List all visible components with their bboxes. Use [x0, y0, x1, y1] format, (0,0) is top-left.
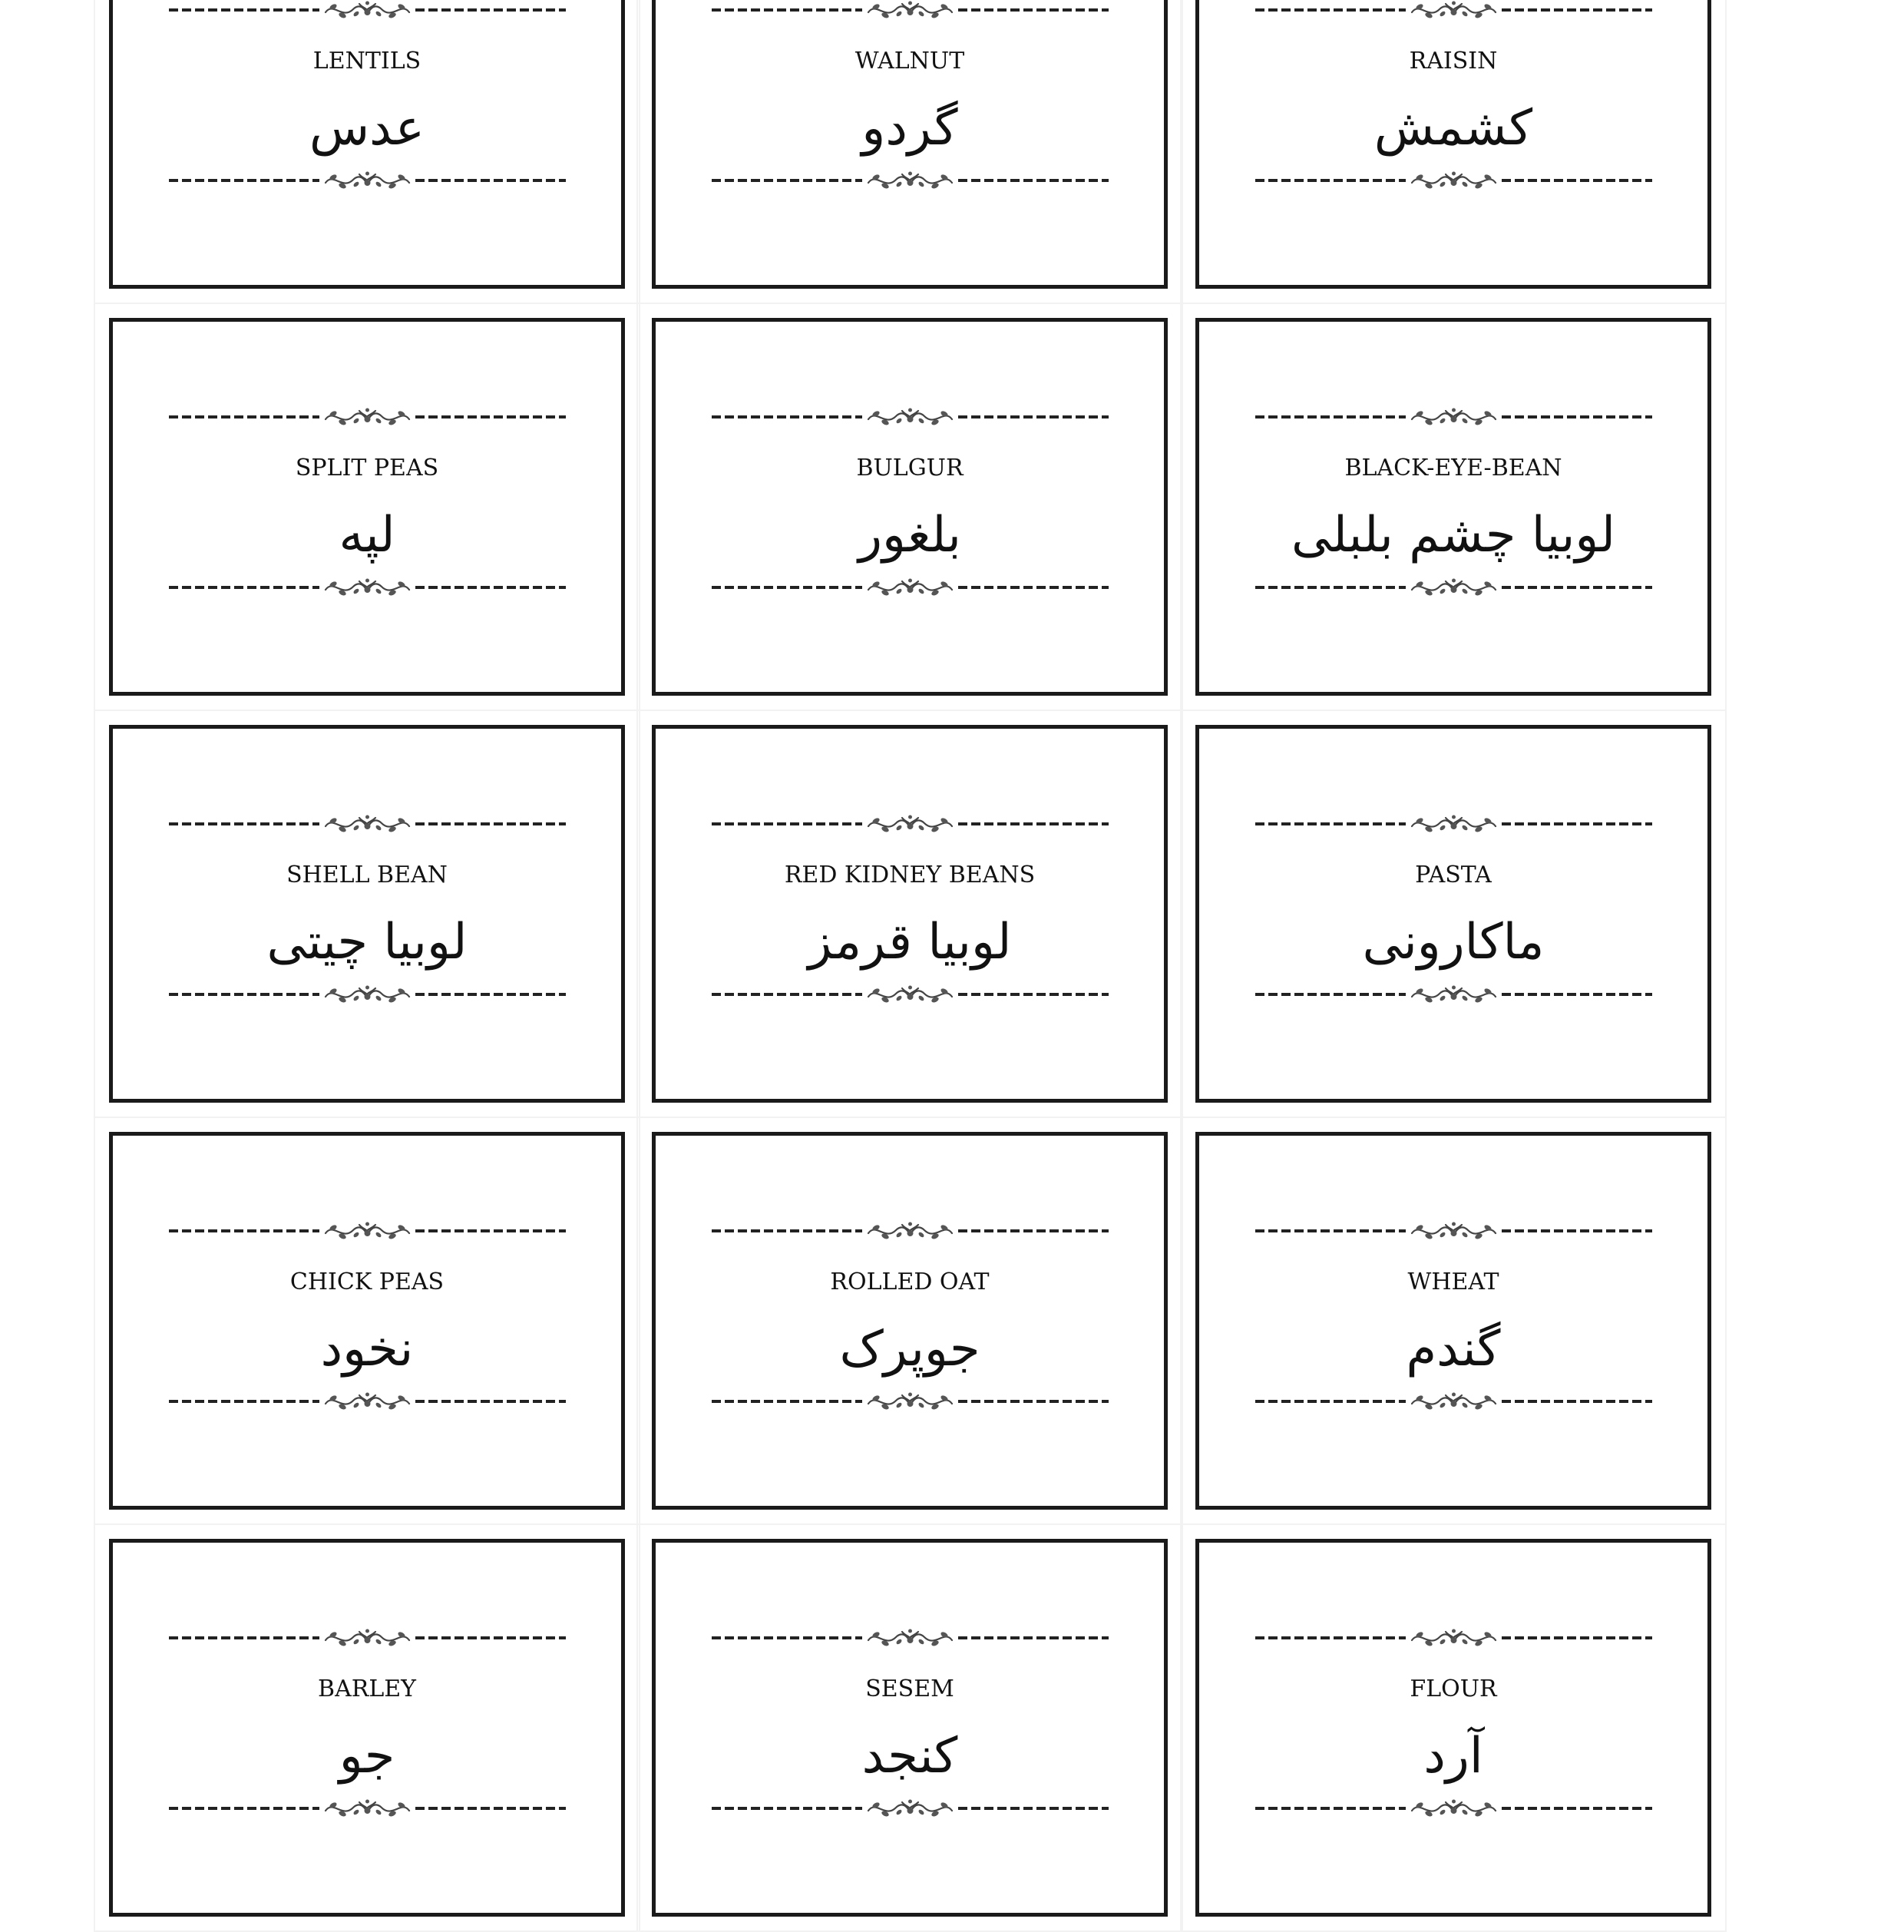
floral-divider-icon [1409, 1625, 1499, 1651]
dashed-line [415, 8, 566, 12]
persian-name: آرد [1423, 1728, 1483, 1785]
floral-divider-icon [865, 1795, 955, 1821]
dashed-line [169, 1807, 319, 1810]
top-divider [1255, 401, 1652, 432]
persian-name: جوپرک [839, 1321, 980, 1378]
label-cell [94, 1523, 640, 1932]
persian-name: کشمش [1373, 100, 1533, 157]
dashed-line [958, 1636, 1109, 1639]
english-name: RED KIDNEY BEANS [784, 862, 1036, 888]
top-divider [1255, 808, 1652, 839]
top-divider [1255, 1622, 1652, 1652]
floral-divider-icon [1409, 1795, 1499, 1821]
persian-name: عدس [309, 100, 425, 157]
label-cell [1180, 1117, 1727, 1525]
persian-name: بلغور [858, 507, 961, 564]
top-divider [169, 808, 566, 839]
persian-name: گندم [1406, 1321, 1501, 1378]
label-cell [1180, 0, 1727, 304]
pantry-label [652, 725, 1168, 1103]
dashed-line [712, 993, 862, 996]
pantry-label [109, 1539, 625, 1917]
dashed-line [415, 586, 566, 589]
persian-name: نخود [320, 1321, 414, 1378]
floral-divider-icon [322, 1388, 412, 1414]
persian-name: جو [339, 1728, 395, 1785]
persian-name: ماکارونی [1362, 914, 1545, 971]
dashed-line [415, 415, 566, 418]
floral-divider-icon [322, 167, 412, 194]
pantry-label [109, 318, 625, 696]
dashed-line [1502, 179, 1652, 182]
dashed-line [169, 822, 319, 825]
bottom-divider [712, 978, 1109, 1009]
bottom-divider [169, 978, 566, 1009]
dashed-line [415, 1400, 566, 1403]
english-name: PASTA [1415, 862, 1492, 888]
floral-divider-icon [1409, 574, 1499, 600]
dashed-line [1502, 1807, 1652, 1810]
bottom-divider [169, 1792, 566, 1823]
dashed-line [958, 993, 1109, 996]
top-divider [712, 1215, 1109, 1246]
dashed-line [1502, 1229, 1652, 1232]
dashed-line [1255, 1636, 1406, 1639]
floral-divider-icon [865, 811, 955, 837]
dashed-line [712, 179, 862, 182]
pantry-label [1195, 0, 1711, 289]
dashed-line [169, 1229, 319, 1232]
label-cell [94, 303, 640, 711]
dashed-line [1255, 415, 1406, 418]
english-name: BLACK-EYE-BEAN [1344, 455, 1562, 481]
pantry-label [109, 725, 625, 1103]
floral-divider-icon [865, 404, 955, 430]
english-name: WHEAT [1407, 1269, 1499, 1295]
top-divider [712, 0, 1109, 25]
floral-divider-icon [322, 1218, 412, 1244]
top-divider [1255, 0, 1652, 25]
floral-divider-icon [1409, 1388, 1499, 1414]
persian-name: لوبیا چیتی [266, 914, 468, 971]
dashed-line [415, 1636, 566, 1639]
floral-divider-icon [1409, 1218, 1499, 1244]
label-cell [636, 303, 1183, 711]
dashed-line [169, 179, 319, 182]
floral-divider-icon [865, 1625, 955, 1651]
bottom-divider [1255, 571, 1652, 602]
dashed-line [1502, 1400, 1652, 1403]
floral-divider-icon [322, 404, 412, 430]
dashed-line [1502, 415, 1652, 418]
dashed-line [958, 1400, 1109, 1403]
dashed-line [169, 586, 319, 589]
bottom-divider [712, 1385, 1109, 1416]
pantry-label [1195, 318, 1711, 696]
dashed-line [712, 822, 862, 825]
dashed-line [958, 586, 1109, 589]
dashed-line [415, 1229, 566, 1232]
floral-divider-icon [1409, 981, 1499, 1007]
label-cell [94, 1117, 640, 1525]
bottom-divider [1255, 1385, 1652, 1416]
bottom-divider [712, 1792, 1109, 1823]
dashed-line [1255, 1229, 1406, 1232]
persian-name: کنجد [861, 1728, 958, 1785]
dashed-line [1255, 1400, 1406, 1403]
floral-divider-icon [1409, 167, 1499, 194]
pantry-label [1195, 1539, 1711, 1917]
floral-divider-icon [322, 981, 412, 1007]
floral-divider-icon [865, 981, 955, 1007]
label-cell [636, 0, 1183, 304]
floral-divider-icon [1409, 811, 1499, 837]
pantry-label [109, 1132, 625, 1510]
dashed-line [169, 415, 319, 418]
dashed-line [415, 822, 566, 825]
pantry-label [1195, 1132, 1711, 1510]
dashed-line [169, 8, 319, 12]
bottom-divider [712, 164, 1109, 195]
dashed-line [712, 8, 862, 12]
english-name: BARLEY [318, 1676, 416, 1702]
label-cell [1180, 1523, 1727, 1932]
dashed-line [415, 179, 566, 182]
floral-divider-icon [865, 1218, 955, 1244]
bottom-divider [1255, 1792, 1652, 1823]
persian-name: لوبیا قرمز [808, 914, 1012, 971]
english-name: BULGUR [856, 455, 964, 481]
top-divider [169, 0, 566, 25]
dashed-line [415, 1807, 566, 1810]
dashed-line [1255, 586, 1406, 589]
pantry-label [652, 318, 1168, 696]
pantry-label [652, 1539, 1168, 1917]
pantry-label [652, 1132, 1168, 1510]
persian-name: گردو [861, 100, 958, 157]
dashed-line [1255, 179, 1406, 182]
floral-divider-icon [322, 811, 412, 837]
top-divider [712, 401, 1109, 432]
floral-divider-icon [865, 0, 955, 23]
floral-divider-icon [1409, 0, 1499, 23]
dashed-line [712, 1400, 862, 1403]
persian-name: لوبیا چشم بلبلی [1291, 507, 1615, 564]
english-name: RAISIN [1409, 48, 1498, 74]
floral-divider-icon [322, 1625, 412, 1651]
dashed-line [958, 1229, 1109, 1232]
dashed-line [169, 1400, 319, 1403]
label-cell [1180, 710, 1727, 1118]
english-name: FLOUR [1410, 1676, 1497, 1702]
dashed-line [712, 1229, 862, 1232]
english-name: ROLLED OAT [830, 1269, 990, 1295]
floral-divider-icon [865, 1388, 955, 1414]
english-name: SPLIT PEAS [295, 455, 439, 481]
pantry-label [109, 0, 625, 289]
dashed-line [958, 179, 1109, 182]
pantry-label [1195, 725, 1711, 1103]
dashed-line [712, 586, 862, 589]
top-divider [712, 808, 1109, 839]
bottom-divider [169, 571, 566, 602]
english-name: WALNUT [854, 48, 965, 74]
floral-divider-icon [1409, 404, 1499, 430]
label-cell [636, 1523, 1183, 1932]
dashed-line [1255, 993, 1406, 996]
dashed-line [712, 415, 862, 418]
english-name: SESEM [865, 1676, 954, 1702]
dashed-line [958, 1807, 1109, 1810]
dashed-line [1255, 8, 1406, 12]
top-divider [169, 1215, 566, 1246]
label-cell [636, 710, 1183, 1118]
label-cell [1180, 303, 1727, 711]
dashed-line [1502, 8, 1652, 12]
dashed-line [712, 1636, 862, 1639]
label-cell [636, 1117, 1183, 1525]
bottom-divider [169, 1385, 566, 1416]
dashed-line [1255, 1807, 1406, 1810]
bottom-divider [169, 164, 566, 195]
pantry-label [652, 0, 1168, 289]
label-cell [94, 710, 640, 1118]
dashed-line [169, 1636, 319, 1639]
dashed-line [1502, 993, 1652, 996]
bottom-divider [1255, 978, 1652, 1009]
dashed-line [1502, 822, 1652, 825]
dashed-line [958, 822, 1109, 825]
dashed-line [169, 993, 319, 996]
top-divider [1255, 1215, 1652, 1246]
dashed-line [958, 8, 1109, 12]
dashed-line [1502, 586, 1652, 589]
dashed-line [712, 1807, 862, 1810]
bottom-divider [712, 571, 1109, 602]
floral-divider-icon [322, 574, 412, 600]
english-name: CHICK PEAS [289, 1269, 445, 1295]
dashed-line [415, 993, 566, 996]
floral-divider-icon [322, 0, 412, 23]
dashed-line [958, 415, 1109, 418]
english-name: LENTILS [312, 48, 421, 74]
top-divider [169, 401, 566, 432]
top-divider [712, 1622, 1109, 1652]
dashed-line [1502, 1636, 1652, 1639]
dashed-line [1255, 822, 1406, 825]
floral-divider-icon [865, 167, 955, 194]
persian-name: لپه [339, 507, 395, 564]
floral-divider-icon [322, 1795, 412, 1821]
floral-divider-icon [865, 574, 955, 600]
bottom-divider [1255, 164, 1652, 195]
english-name: SHELL BEAN [286, 862, 448, 888]
top-divider [169, 1622, 566, 1652]
label-cell [94, 0, 640, 304]
